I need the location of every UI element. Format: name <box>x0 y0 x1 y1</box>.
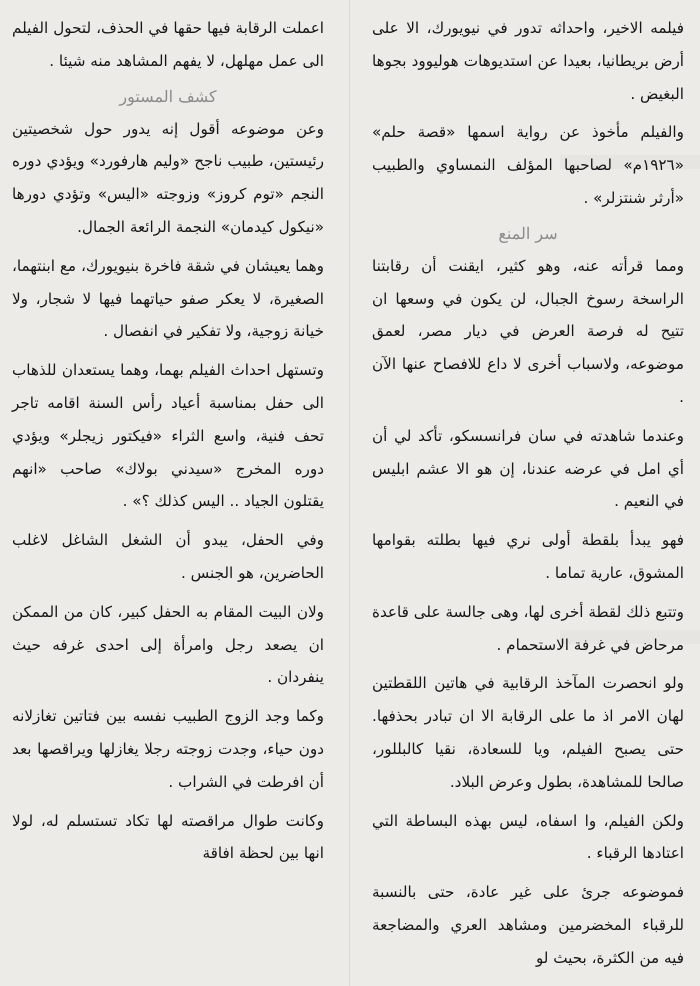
paragraph: فهو يبدأ بلقطة أولى نري فيها بطلته بقوامها المشوق، عارية تماما . <box>372 531 684 582</box>
paragraph: ولو انحصرت المآخذ الرقابية في هاتين اللقطتين لهان الامر اذ ما على الرقابة الا ان تبادر بحذفها. حتى يصبح الفيلم، ويا للسعادة، نقيا كالبللور، صالحا للمشاهدة، بطول وعرض البلاد. <box>372 674 684 791</box>
paragraph: ومما قرأته عنه، وهو كثير، ايقنت أن رقابتنا الراسخة رسوخ الجبال، لن يكون في وسعها ان تتيح له فرصة العرض في ديار مصر، لعمق موضوعه، ولاسباب أخرى لا داع للافصاح عنها الآن . <box>372 256 684 406</box>
paragraph: وتتبع ذلك لقطة أخرى لها، وهى جالسة على قاعدة مرحاض في غرفة الاستحمام . <box>372 602 684 654</box>
paragraph: اعملت الرقابة فيها حقها في الحذف، لتحول الفيلم الى عمل مهلهل، لا يفهم المشاهد منه شيئا . <box>12 19 324 70</box>
paragraph: وهما يعيشان في شقة فاخرة بنيويورك، مع ابنتهما، الصغيرة، لا يعكر صفو حياتهما فيها لا شجار، ولا خيانة زوجية، ولا تفكير في انفصال . <box>12 256 324 341</box>
paragraph: والفيلم مأخوذ عن رواية اسمها «قصة حلم» «١٩٢٦م» لصاحبها المؤلف النمساوي والطبيب «أرثر شنتزلر» . <box>372 123 684 207</box>
paragraph: وكما وجد الزوج الطبيب نفسه بين فتاتين تغازلانه دون حياء، وجدت زوجته رجلا يغازلها ويراقصها بعد أن افرطت في الشراب . <box>12 707 324 791</box>
paragraph: وعن موضوعه أقول إنه يدور حول شخصيتين رئيستين، طبيب ناجح «وليم هارفورد» ويؤدي دوره النجم «توم كروز» وزوجته «اليس» وتؤدي دورها «نيكول كيدمان» النجمة الرائعة الجمال. <box>12 119 324 236</box>
left-column <box>0 0 338 986</box>
column-divider <box>349 0 350 986</box>
paragraph: وكانت طوال مراقصته لها تكاد تستسلم له، لولا انها بين لحظة افاقة <box>12 811 324 863</box>
paragraph: فموضوعه جرئ على غير عادة، حتى بالنسبة للرقباء المخضرمين ومشاهد العري والمضاجعة فيه من الكثرة، بحيث لو <box>372 883 684 967</box>
paragraph: وفي الحفل، يبدو أن الشغل الشاغل لاغلب الحاضرين، هو الجنس . <box>12 531 324 582</box>
paragraph: وعندما شاهدته في سان فرانسسكو، تأكد لي أن أي امل في عرضه عندنا، إن هو الا عشم ابليس في النعيم . <box>372 426 684 511</box>
paragraph: ولان البيت المقام به الحفل كبير، كان من الممكن ان يصعد رجل وامرأة إلى احدى غرفه حيث ينفردان . <box>12 602 324 687</box>
paragraph: ولكن الفيلم، وا اسفاه، ليس بهذه البساطة التي اعتادها الرقباء . <box>372 811 684 863</box>
paragraph: وتستهل احداث الفيلم بهما، وهما يستعدان للذهاب الى حفل بمناسبة أعياد رأس السنة اقامه تاجر تحف فنية، واسع الثراء «فيكتور زيجلر» ويؤدي دوره المخرج «سيدني بولاك» صاحب «انهم يقتلون الجياد .. اليس كذلك ؟» . <box>12 361 324 511</box>
section-heading: كشف المستور <box>119 86 217 106</box>
paragraph: فيلمه الاخير، واحداثه تدور في نيويورك، الا على أرض بريطانيا، بعيدا عن استديوهات هوليوود بجوها البغيض . <box>372 19 684 103</box>
right-column <box>362 0 700 986</box>
section-heading: سر المنع <box>498 223 558 243</box>
